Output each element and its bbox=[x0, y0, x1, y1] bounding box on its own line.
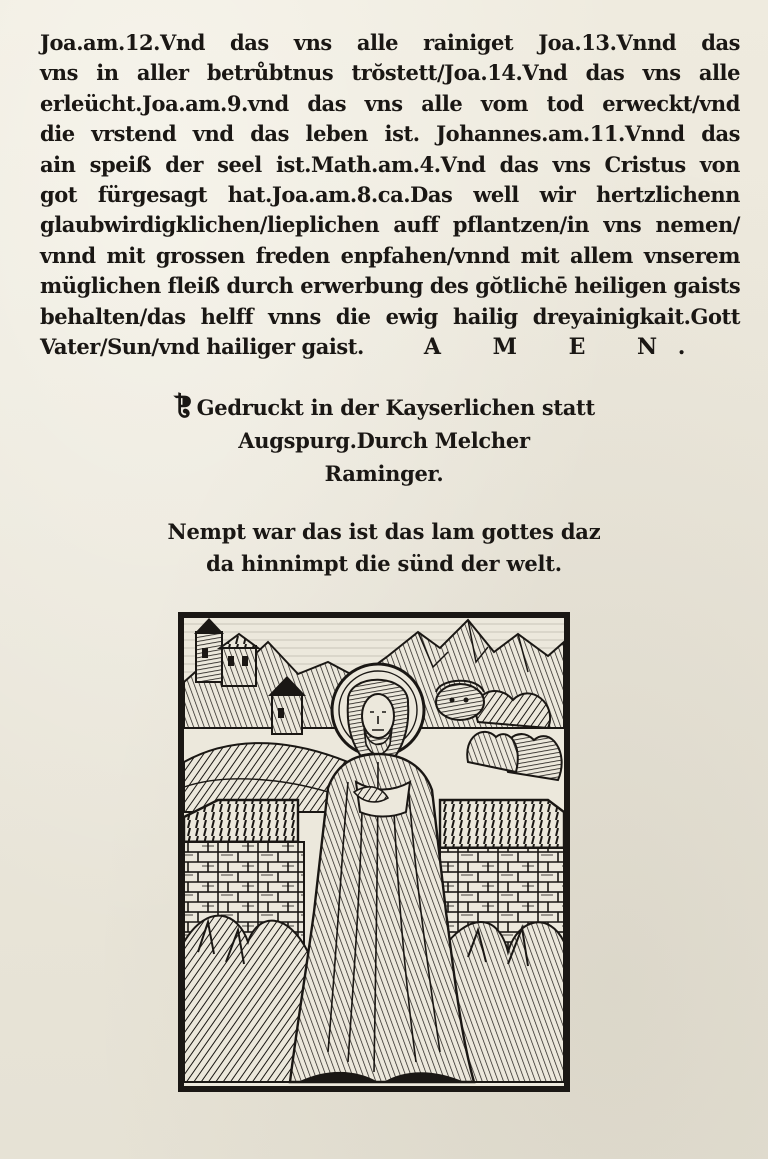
colophon bbox=[0, 391, 768, 490]
colophon-text-1: Gedruckt in der Kayserlichen statt bbox=[196, 395, 595, 420]
body-line-4: die vrstend vnd das leben ist. Johannes.am.11.Vnnd das bbox=[40, 121, 740, 147]
woodcut-illustration bbox=[178, 612, 570, 1092]
body-line-10: behalten/das helff vnns die ewig hailig dreyainigkait.Gott bbox=[40, 303, 740, 329]
colophon-line-2: Augspurg.Durch Melcher bbox=[238, 428, 530, 453]
caption-line-2: da hinnimpt die sünd der welt. bbox=[206, 551, 562, 576]
body-line-6: got fürgesagt hat.Joa.am.8.ca.Das well wir hertzlichenn bbox=[40, 181, 740, 207]
woodcut-image bbox=[178, 612, 570, 1092]
body-line-8: vnnd mit grossen freden enpfahen/vnnd mit allem vnserem bbox=[40, 242, 740, 268]
woodcut-caption bbox=[0, 516, 768, 580]
body-line-7: glaubwirdigklichen/lieplichen auff pflantzen/in vns nemen/ bbox=[40, 212, 740, 238]
body-text bbox=[40, 28, 740, 362]
colophon-line-3: Raminger. bbox=[324, 461, 444, 486]
body-line-1: Joa.am.12.Vnd das vns alle rainiget Joa.13.Vnnd das bbox=[40, 30, 740, 55]
amen-word: A M E N. bbox=[423, 333, 708, 360]
body-line-9: müglichen fleiß durch erwerbung des gŏtlichē heiligen gaists bbox=[40, 273, 741, 299]
paragraph-mark-icon: ❡ bbox=[173, 392, 195, 422]
caption-line-1: Nempt war das ist das lam gottes daz bbox=[167, 519, 601, 544]
closing-line: Vater/Sun/vnd hailiger gaist. bbox=[40, 333, 364, 359]
body-line-11 bbox=[40, 332, 740, 362]
body-line-2: vns in aller betrůbtnus trŏstett/Joa.14.Vnd das vns alle bbox=[40, 60, 740, 86]
body-line-3: erleücht.Joa.am.9.vnd das vns alle vom tod erweckt/vnd bbox=[40, 90, 740, 116]
body-line-5: ain speiß der seel ist.Math.am.4.Vnd das vns Cristus von bbox=[40, 151, 740, 177]
woodcut-roof-right bbox=[440, 800, 564, 848]
colophon-line-1 bbox=[0, 391, 768, 424]
